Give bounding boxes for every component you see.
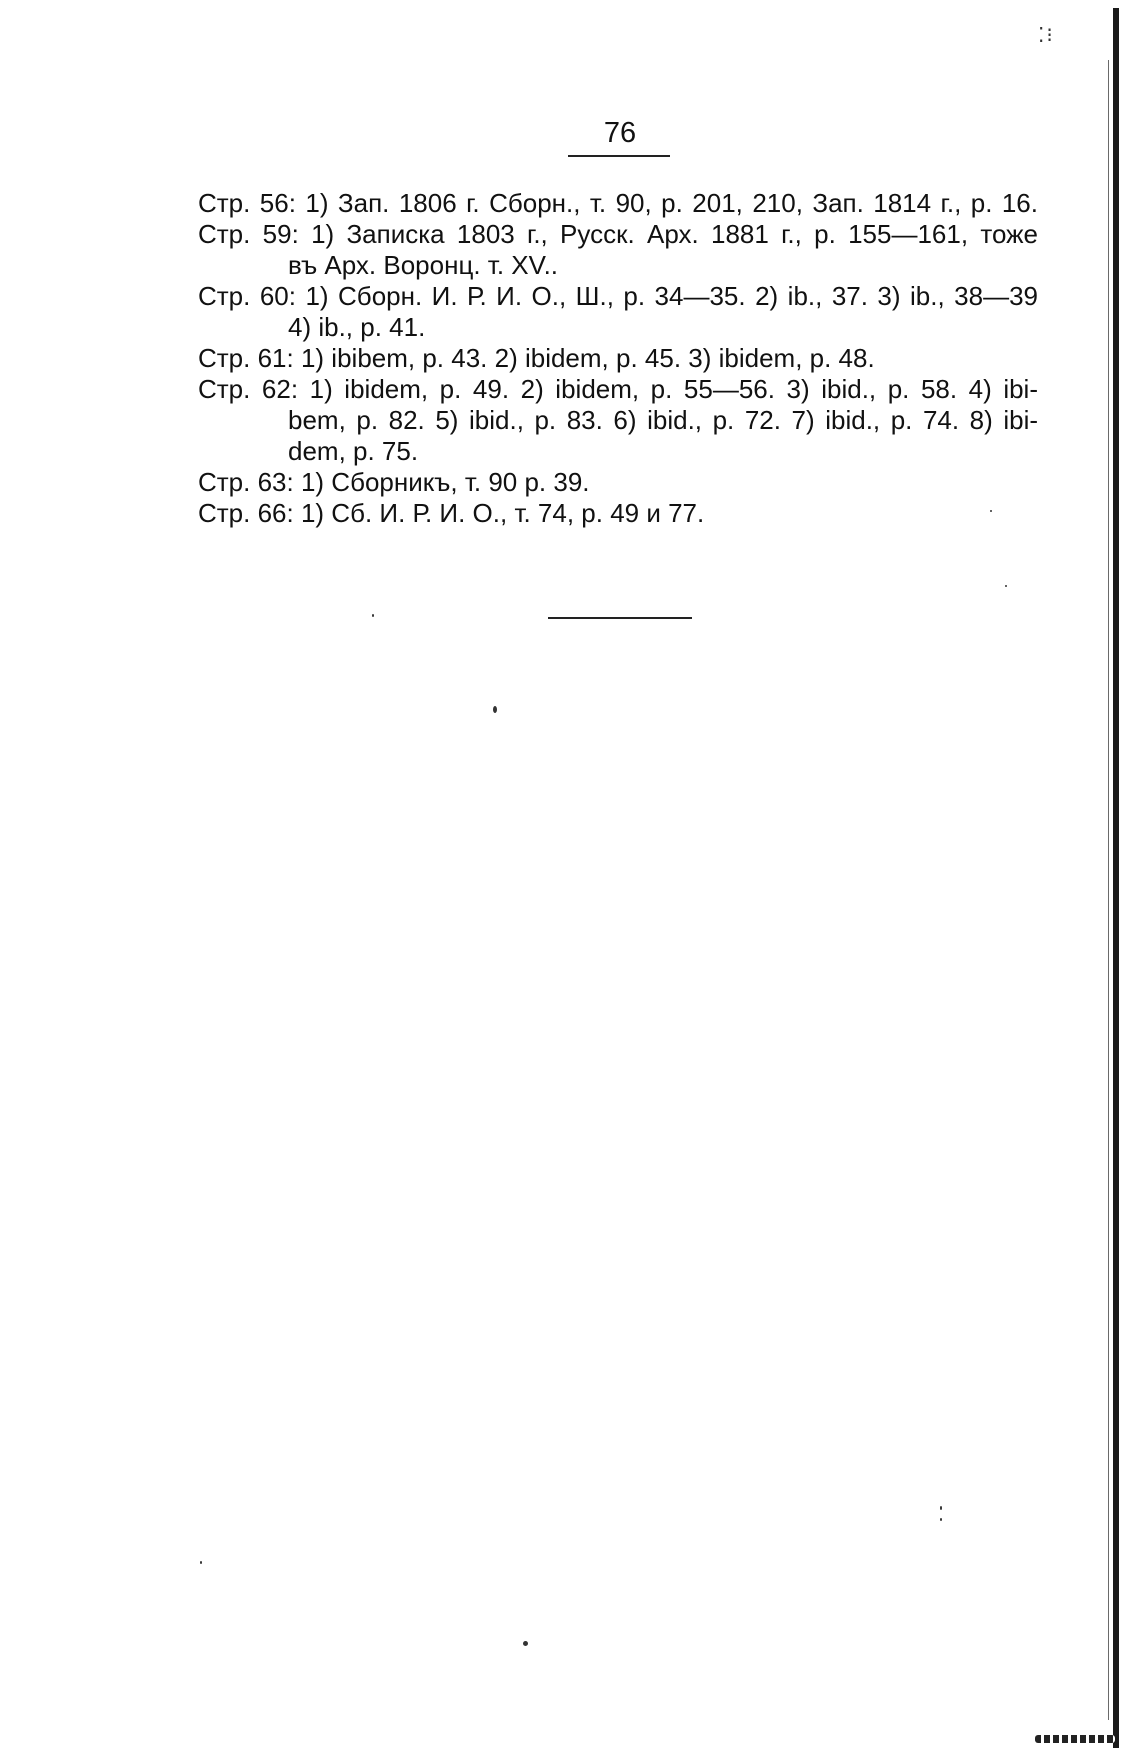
scan-speck [200,1561,202,1564]
footnote-line: Стр. 66: 1) Сб. И. Р. И. О., т. 74, р. 49 и 77. [198,498,705,528]
footnote-line: Стр. 60: 1) Сборн. И. Р. И. О., Ш., р. 34—35. 2) ib., 37. 3) ib., 38—39 [198,281,1038,311]
footnote-line: Стр. 56: 1) Зап. 1806 г. Сборн., т. 90, р. 201, 210, Зап. 1814 г., р. 16. [198,188,1038,218]
footnote-line: Стр. 63: 1) Сборникъ, т. 90 р. 39. [198,467,590,497]
page-number-rule [568,155,670,157]
footnote-line: Стр. 61: 1) ibibem, р. 43. 2) ibidem, р. 45. 3) ibidem, р. 48. [198,343,875,373]
footnote-line: Стр. 59: 1) Записка 1803 г., Русск. Арх. 1881 г., р. 155—161, тоже [198,219,1038,249]
scan-edge-shadow [1108,60,1109,1720]
page-number: 76 [603,117,637,149]
scan-speck [940,1518,942,1521]
footnote-continuation-line: dem, р. 75. [288,436,419,466]
scan-speck [940,1506,942,1510]
footnote-continuation-line: bem, р. 82. 5) ibid., р. 83. 6) ibid., р. 72. 7) ibid., р. 74. 8) ibi- [288,405,1038,435]
footnotes-block [198,188,1038,529]
footnote-line: Стр. 62: 1) ibidem, р. 49. 2) ibidem, р. 55—56. 3) ibid., р. 58. 4) ibi- [198,374,1038,404]
scan-corner-mark [1035,1735,1115,1743]
scan-speck [1005,585,1007,587]
closing-rule [548,617,692,619]
scan-edge-line [1113,8,1119,1748]
scan-speck [372,614,374,617]
footnote-continuation-line: въ Арх. Воронц. т. XV.. [288,250,559,280]
scan-speck [523,1641,528,1646]
scan-speck [493,706,497,713]
footnote-continuation-line: 4) ib., р. 41. [288,312,426,342]
scan-top-mark: ⁚⁝ [1038,23,1055,47]
scan-speck [990,510,992,512]
